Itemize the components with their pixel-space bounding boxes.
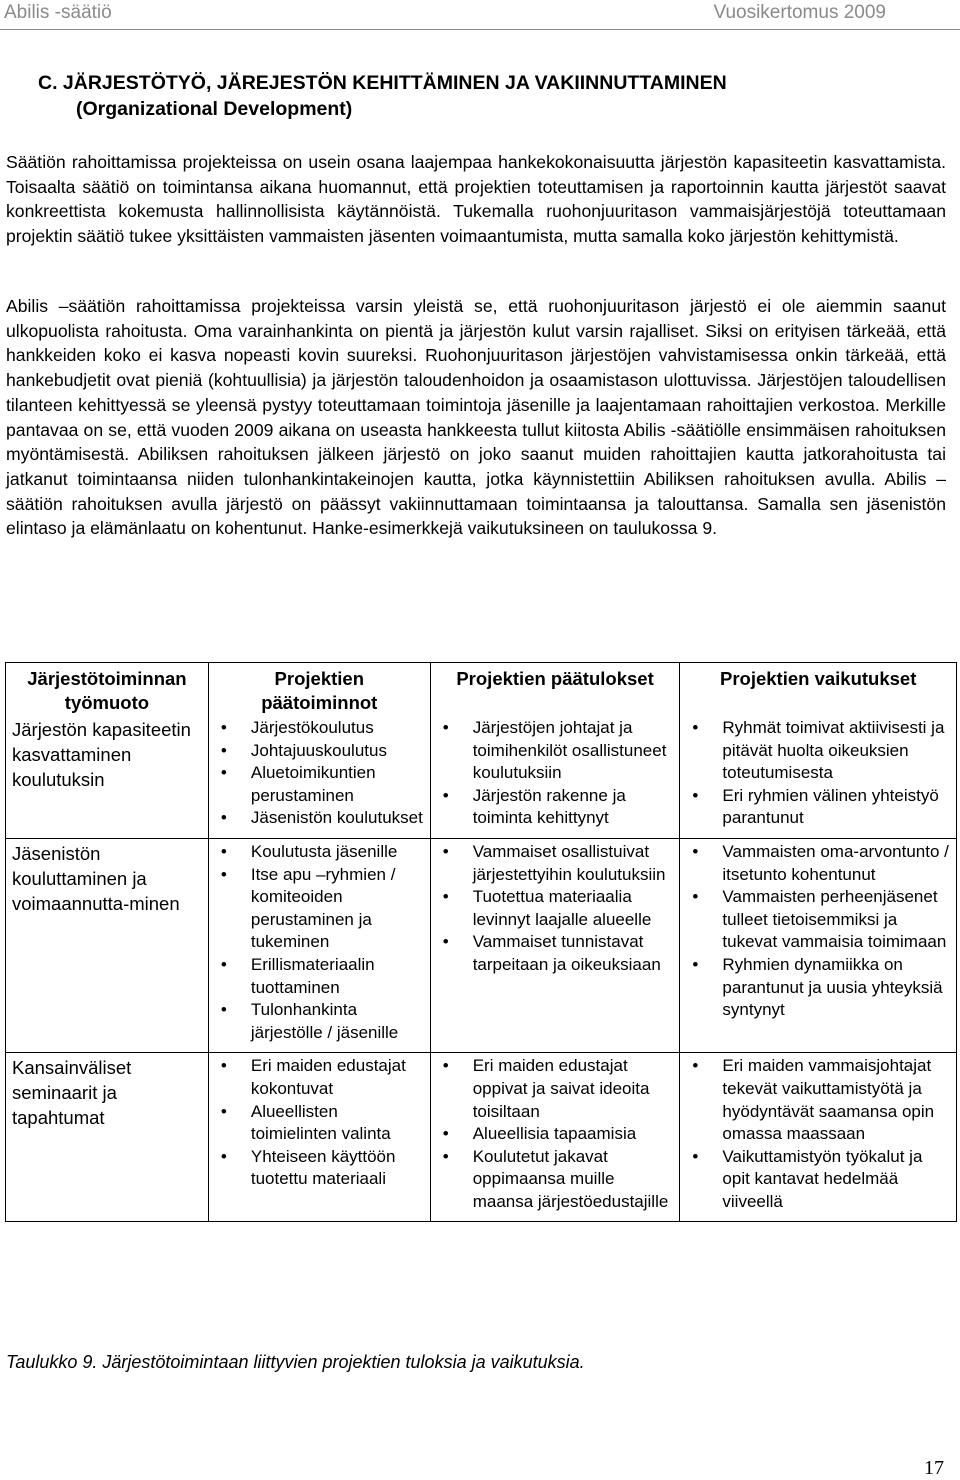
list-item: • Vammaiset tunnistavat tarpeitaan ja oikeuksiaan: [437, 931, 674, 976]
list-item: • Itse apu –ryhmien / komiteoiden perustaminen ja tukeminen: [215, 864, 424, 954]
impacts-cell: [680, 838, 957, 1052]
row-label: Järjestön kapasiteetin kasvattaminen koulutuksin: [6, 715, 209, 838]
list-item: • Eri maiden edustajat oppivat ja saivat ideoita toisiltaan: [437, 1055, 674, 1123]
header-activities: Projektien päätoiminnot: [208, 663, 430, 716]
activities-cell: [208, 1053, 430, 1222]
list-item: • Eri maiden vammaisjohtajat tekevät vaikuttamistyötä ja hyödyntävät saamansa opin omassa maassaan: [686, 1055, 950, 1145]
results-cell: [430, 1053, 680, 1222]
list-item: • Vaikuttamistyön työkalut ja opit kantavat hedelmää viiveellä: [686, 1146, 950, 1214]
header-work-form: Järjestötoiminnan työmuoto: [6, 663, 209, 716]
list-item: • Ryhmien dynamiikka on parantunut ja uusia yhteyksiä syntynyt: [686, 954, 950, 1022]
list-item: • Järjestön rakenne ja toiminta kehittynyt: [437, 785, 674, 830]
header-results: Projektien päätulokset: [430, 663, 680, 716]
list-item: • Erillismateriaalin tuottaminen: [215, 954, 424, 999]
results-cell: [430, 838, 680, 1052]
list-item: • Tuotettua materiaalia levinnyt laajalle alueelle: [437, 886, 674, 931]
list-item: • Ryhmät toimivat aktiivisesti ja pitävät huolta oikeuksien toteutumisesta: [686, 717, 950, 785]
table-row: [6, 838, 957, 1052]
results-cell: [430, 715, 680, 838]
body-paragraph-1: Säätiön rahoittamissa projekteissa on usein osana laajempaa hankekokonaisuutta järjestön kapasiteetin kasvattamista. Toisaalta säätiö on toimintansa aikana huomannut, että projektien toteuttamisen ja raportoinnin kautta järjestöt saavat konkreettista kokemusta hallinnollisista käytännöistä. Tukemalla ruohonjuuritason vammaisjärjestöjä toteuttamaan projektin säätiö tukee yksittäisten vammaisten jäsenten voimaantumista, mutta samalla koko järjestön kehittymistä.: [6, 152, 946, 247]
table-row: [6, 1053, 957, 1222]
impacts-cell: [680, 1053, 957, 1222]
list-item: • Koulutusta jäsenille: [215, 841, 424, 864]
table-header-row: [6, 663, 957, 716]
list-item: • Eri maiden edustajat kokontuvat: [215, 1055, 424, 1100]
body-paragraph-2: Abilis –säätiön rahoittamissa projekteissa varsin yleistä se, että ruohonjuuritason järjestö ei ole aiemmin saanut ulkopuolista rahoitusta. Oma varainhankinta on pientä ja järjestön kulut varsin rajalliset. Siksi on erityisen tärkeää, että hankkeiden koko ei kasva nopeasti kovin suureksi. Ruohonjuuritason järjestöjen vahvistamisessa onkin tärkeää, että hankebudjetit ovat pieniä (kohtuullisia) ja järjestön taloudenhoidon ja osaamistason ulottuvissa. Järjestöjen taloudellisen tilanteen kehittyessä se yleensä pystyy toteuttamaan toimintoja jäsenille ja laajentamaan rahoittajien verkostoa. Merkille pantavaa on se, että vuoden 2009 aikana on useasta hankkeesta tullut kiitosta Abilis -säätiölle ensimmäisen rahoituksen myöntämisestä. Abiliksen rahoituksen jälkeen järjestö on joko saanut muiden rahoittajien kautta jatkorahoitusta tai jatkanut toimintaansa niiden tulonhankintakeinojen kautta, jotka käynnistettiin Abiliksen rahoituksen avulla. Abilis – säätiön rahoituksen avulla järjestö on päässyt vakiinnuttamaan toimintaansa ja talouttansa. Samalla sen jäsenistön elintaso ja elämänlaatu on kohentunut. Hanke-esimerkkejä vaikutuksineen on taulukossa 9.: [6, 296, 946, 539]
header-organization: Abilis -säätiö: [4, 2, 112, 23]
header-divider: [0, 29, 960, 30]
impacts-cell: [680, 715, 957, 838]
header-impacts: Projektien vaikutukset: [680, 663, 957, 716]
list-item: • Jäsenistön koulutukset: [215, 807, 424, 830]
section-title-line2: (Organizational Development): [76, 98, 353, 120]
header-report-title: Vuosikertomus 2009: [713, 2, 886, 23]
section-title-line1: C. JÄRJESTÖTYÖ, JÄREJESTÖN KEHITTÄMINEN JA VAKIINNUTTAMINEN: [38, 72, 727, 94]
section-title: [38, 70, 727, 122]
list-item: • Vammaiset osallistuivat järjestettyihin koulutuksiin: [437, 841, 674, 886]
list-item: • Vammaisten perheenjäsenet tulleet tietoisemmiksi ja tukevat vammaisia toimimaan: [686, 886, 950, 954]
list-item: • Koulutetut jakavat oppimaansa muille maansa järjestöedustajille: [437, 1146, 674, 1214]
list-item: • Alueellisten toimielinten valinta: [215, 1101, 424, 1146]
list-item: • Eri ryhmien välinen yhteistyö parantunut: [686, 785, 950, 830]
list-item: • Alueellisia tapaamisia: [437, 1123, 674, 1146]
list-item: • Järjestökoulutus: [215, 717, 424, 740]
activities-cell: [208, 715, 430, 838]
list-item: • Yhteiseen käyttöön tuotettu materiaali: [215, 1146, 424, 1191]
results-table: [5, 662, 957, 1222]
list-item: • Vammaisten oma-arvontunto / itsetunto kohentunut: [686, 841, 950, 886]
page-header: [0, 0, 960, 28]
row-label: Jäsenistön kouluttaminen ja voimaannutta-minen: [6, 838, 209, 1052]
list-item: • Johtajuuskoulutus: [215, 740, 424, 763]
row-label: Kansainväliset seminaarit ja tapahtumat: [6, 1053, 209, 1222]
list-item: • Järjestöjen johtajat ja toimihenkilöt osallistuneet koulutuksiin: [437, 717, 674, 785]
page-number: 17: [924, 1457, 944, 1479]
list-item: • Tulonhankinta järjestölle / jäsenille: [215, 999, 424, 1044]
table-row: [6, 715, 957, 838]
table-caption: Taulukko 9. Järjestötoimintaan liittyvien projektien tuloksia ja vaikutuksia.: [6, 1352, 585, 1372]
list-item: • Aluetoimikuntien perustaminen: [215, 762, 424, 807]
activities-cell: [208, 838, 430, 1052]
